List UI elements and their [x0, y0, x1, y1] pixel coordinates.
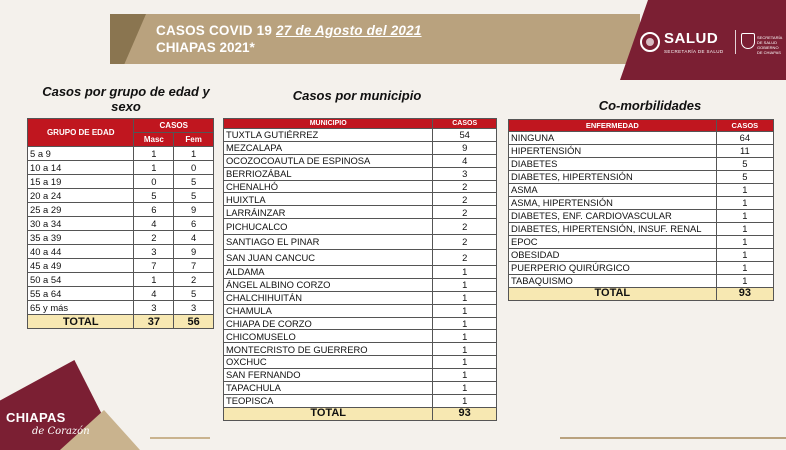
shield-icon [741, 33, 755, 49]
municipio-row [224, 278, 497, 291]
municipio-row [224, 234, 497, 250]
age-cell-masc: 1 [134, 273, 174, 287]
age-cell-masc: 5 [134, 189, 174, 203]
age-cell-group: 50 a 54 [28, 273, 134, 287]
comorbilidad-cell-name: DIABETES, HIPERTENSIÓN, INSUF. RENAL [509, 223, 717, 236]
bottom-left-rule [150, 437, 210, 439]
municipio-row [224, 180, 497, 193]
municipio-row [224, 394, 497, 407]
salud-logo-text: SALUD [664, 30, 719, 47]
municipio-header-cases: CASOS [433, 119, 497, 129]
municipio-row [224, 330, 497, 343]
municipio-row [224, 343, 497, 356]
age-cell-fem: 1 [174, 147, 214, 161]
municipio-cell-cases: 2 [433, 206, 497, 219]
title-prefix: CASOS COVID 19 [156, 23, 273, 38]
age-row [28, 175, 214, 189]
comorbilidad-cell-name: TABAQUISMO [509, 275, 717, 288]
comorbilidad-row [509, 184, 774, 197]
municipio-row [224, 382, 497, 395]
municipio-cell-cases: 2 [433, 180, 497, 193]
municipio-section-title: Casos por municipio [292, 88, 422, 103]
comorbilidad-cell-cases: 1 [716, 223, 773, 236]
page-title [156, 22, 422, 39]
municipio-row [224, 317, 497, 330]
municipio-row [224, 369, 497, 382]
municipio-row [224, 167, 497, 180]
municipio-cell-cases: 1 [433, 266, 497, 279]
comorbilidad-row [509, 145, 774, 158]
comorbilidad-cell-name: NINGUNA [509, 132, 717, 145]
age-row [28, 301, 214, 315]
age-total-row [28, 315, 214, 329]
municipio-cell-name: MONTECRISTO DE GUERRERO [224, 343, 433, 356]
comorbilidad-row [509, 210, 774, 223]
municipio-total-label: TOTAL [224, 407, 433, 420]
comorbilidad-cell-name: OBESIDAD [509, 249, 717, 262]
municipio-total-cases: 93 [433, 407, 497, 420]
chiapas-tagline: de Corazón [32, 426, 90, 437]
comorbilidad-cell-cases: 1 [716, 197, 773, 210]
age-cell-group: 25 a 29 [28, 203, 134, 217]
age-cell-group: 40 a 44 [28, 245, 134, 259]
age-cell-group: 30 a 34 [28, 217, 134, 231]
municipio-cell-cases: 9 [433, 141, 497, 154]
municipio-cell-name: CHENALHÓ [224, 180, 433, 193]
age-total-fem: 56 [174, 315, 214, 329]
municipio-cell-name: TUXTLA GUTIÉRREZ [224, 129, 433, 142]
age-cell-fem: 6 [174, 217, 214, 231]
salud-logo-subtext: SECRETARÍA DE SALUD [664, 49, 724, 54]
municipio-cell-name: ALDAMA [224, 266, 433, 279]
age-cell-fem: 4 [174, 231, 214, 245]
municipio-cell-name: HUIXTLA [224, 193, 433, 206]
municipio-row [224, 266, 497, 279]
age-cell-fem: 0 [174, 161, 214, 175]
comorbilidad-row [509, 171, 774, 184]
municipio-cell-name: SAN FERNANDO [224, 369, 433, 382]
municipio-row [224, 206, 497, 219]
age-cell-fem: 5 [174, 189, 214, 203]
comorbilidad-row [509, 262, 774, 275]
comorbilidad-row [509, 132, 774, 145]
municipio-total-row [224, 407, 497, 420]
title-date: 27 de Agosto del 2021 [276, 23, 422, 38]
municipio-cell-name: CHIAPA DE CORZO [224, 317, 433, 330]
comorbilidad-cell-name: DIABETES, HIPERTENSIÓN [509, 171, 717, 184]
municipio-row [224, 250, 497, 266]
municipio-cell-name: BERRIOZÁBAL [224, 167, 433, 180]
age-total-label: TOTAL [28, 315, 134, 329]
comorbilidad-row [509, 275, 774, 288]
age-row [28, 147, 214, 161]
age-header-fem: Fem [174, 133, 214, 147]
comorbilidad-cell-name: EPOC [509, 236, 717, 249]
age-cell-fem: 7 [174, 259, 214, 273]
age-row [28, 259, 214, 273]
comorbilidad-section-title: Co-morbilidades [598, 98, 702, 113]
state-logo-text: SECRETARÍA DE SALUD GOBIERNO DE CHIAPAS [757, 35, 783, 55]
comorbilidad-total-row [509, 288, 774, 301]
comorbilidad-cell-cases: 1 [716, 262, 773, 275]
municipio-cell-name: ÁNGEL ALBINO CORZO [224, 278, 433, 291]
age-cell-group: 35 a 39 [28, 231, 134, 245]
age-table [27, 118, 214, 329]
comorbilidad-cell-cases: 64 [716, 132, 773, 145]
comorbilidad-cell-cases: 1 [716, 184, 773, 197]
age-header-masc: Masc [134, 133, 174, 147]
age-cell-fem: 3 [174, 301, 214, 315]
comorbilidad-cell-name: DIABETES, ENF. CARDIOVASCULAR [509, 210, 717, 223]
municipio-cell-name: MEZCALAPA [224, 141, 433, 154]
age-cell-group: 20 a 24 [28, 189, 134, 203]
comorbilidad-total-cases: 93 [716, 288, 773, 301]
municipio-cell-name: SANTIAGO EL PINAR [224, 234, 433, 250]
comorbilidad-header-cases: CASOS [716, 120, 773, 132]
comorbilidad-table [508, 119, 774, 301]
age-row [28, 203, 214, 217]
municipio-cell-cases: 1 [433, 369, 497, 382]
age-cell-masc: 3 [134, 301, 174, 315]
municipio-cell-cases: 2 [433, 219, 497, 235]
municipio-cell-name: CHICOMUSELO [224, 330, 433, 343]
age-cell-masc: 1 [134, 161, 174, 175]
age-section-title: Casos por grupo de edad y sexo [42, 84, 210, 114]
age-cell-group: 15 a 19 [28, 175, 134, 189]
age-cell-masc: 4 [134, 287, 174, 301]
age-header-cases: CASOS [134, 119, 214, 133]
comorbilidad-header-name: ENFERMEDAD [509, 120, 717, 132]
age-cell-masc: 0 [134, 175, 174, 189]
municipio-row [224, 141, 497, 154]
municipio-row [224, 193, 497, 206]
municipio-cell-cases: 54 [433, 129, 497, 142]
age-row [28, 273, 214, 287]
municipio-cell-name: OCOZOCOAUTLA DE ESPINOSA [224, 154, 433, 167]
comorbilidad-cell-cases: 1 [716, 275, 773, 288]
age-row [28, 189, 214, 203]
municipio-row [224, 304, 497, 317]
comorbilidad-cell-cases: 1 [716, 236, 773, 249]
comorbilidad-cell-cases: 5 [716, 171, 773, 184]
age-cell-masc: 6 [134, 203, 174, 217]
municipio-cell-cases: 1 [433, 343, 497, 356]
municipio-cell-cases: 4 [433, 154, 497, 167]
age-cell-group: 45 a 49 [28, 259, 134, 273]
municipio-header-name: MUNICIPIO [224, 119, 433, 129]
municipio-cell-name: OXCHUC [224, 356, 433, 369]
municipio-cell-name: TAPACHULA [224, 382, 433, 395]
comorbilidad-cell-cases: 5 [716, 158, 773, 171]
municipio-cell-cases: 1 [433, 317, 497, 330]
age-total-masc: 37 [134, 315, 174, 329]
comorbilidad-row [509, 197, 774, 210]
chiapas-logo-text: CHIAPAS [6, 410, 66, 425]
municipio-cell-cases: 1 [433, 291, 497, 304]
municipio-cell-cases: 2 [433, 250, 497, 266]
comorbilidad-row [509, 158, 774, 171]
comorbilidad-cell-name: ASMA [509, 184, 717, 197]
municipio-row [224, 154, 497, 167]
municipio-cell-cases: 1 [433, 382, 497, 395]
municipio-cell-name: CHAMULA [224, 304, 433, 317]
age-cell-masc: 2 [134, 231, 174, 245]
municipio-cell-name: LARRÁINZAR [224, 206, 433, 219]
comorbilidad-cell-name: HIPERTENSIÓN [509, 145, 717, 158]
age-cell-masc: 7 [134, 259, 174, 273]
age-cell-masc: 4 [134, 217, 174, 231]
comorbilidad-cell-cases: 11 [716, 145, 773, 158]
comorbilidad-row [509, 223, 774, 236]
municipio-cell-cases: 1 [433, 304, 497, 317]
municipio-row [224, 356, 497, 369]
municipio-cell-name: TEOPISCA [224, 394, 433, 407]
age-row [28, 245, 214, 259]
municipio-cell-cases: 1 [433, 330, 497, 343]
age-cell-fem: 9 [174, 245, 214, 259]
municipio-row [224, 291, 497, 304]
age-row [28, 287, 214, 301]
age-cell-masc: 1 [134, 147, 174, 161]
comorbilidad-row [509, 249, 774, 262]
municipio-row [224, 129, 497, 142]
age-header-group: GRUPO DE EDAD [28, 119, 134, 147]
seal-icon [640, 32, 660, 52]
age-row [28, 217, 214, 231]
municipio-cell-name: PICHUCALCO [224, 219, 433, 235]
page-subtitle: CHIAPAS 2021* [156, 40, 255, 55]
municipio-cell-name: SAN JUAN CANCUC [224, 250, 433, 266]
municipio-row [224, 219, 497, 235]
comorbilidad-row [509, 236, 774, 249]
age-row [28, 231, 214, 245]
age-cell-group: 5 a 9 [28, 147, 134, 161]
comorbilidad-cell-name: ASMA, HIPERTENSIÓN [509, 197, 717, 210]
comorbilidad-cell-name: PUERPERIO QUIRÚRGICO [509, 262, 717, 275]
age-cell-fem: 5 [174, 287, 214, 301]
comorbilidad-cell-name: DIABETES [509, 158, 717, 171]
municipio-table [223, 118, 497, 421]
municipio-cell-cases: 2 [433, 193, 497, 206]
comorbilidad-total-label: TOTAL [509, 288, 717, 301]
municipio-cell-cases: 2 [433, 234, 497, 250]
municipio-cell-cases: 1 [433, 394, 497, 407]
age-row [28, 161, 214, 175]
bottom-right-rule [560, 437, 786, 439]
comorbilidad-cell-cases: 1 [716, 210, 773, 223]
municipio-cell-name: CHALCHIHUITÁN [224, 291, 433, 304]
age-cell-fem: 5 [174, 175, 214, 189]
logo-divider [735, 30, 736, 54]
comorbilidad-cell-cases: 1 [716, 249, 773, 262]
age-cell-masc: 3 [134, 245, 174, 259]
age-cell-group: 65 y más [28, 301, 134, 315]
municipio-cell-cases: 1 [433, 356, 497, 369]
age-cell-fem: 2 [174, 273, 214, 287]
municipio-cell-cases: 1 [433, 278, 497, 291]
age-cell-group: 10 a 14 [28, 161, 134, 175]
municipio-cell-cases: 3 [433, 167, 497, 180]
age-cell-fem: 9 [174, 203, 214, 217]
age-cell-group: 55 a 64 [28, 287, 134, 301]
